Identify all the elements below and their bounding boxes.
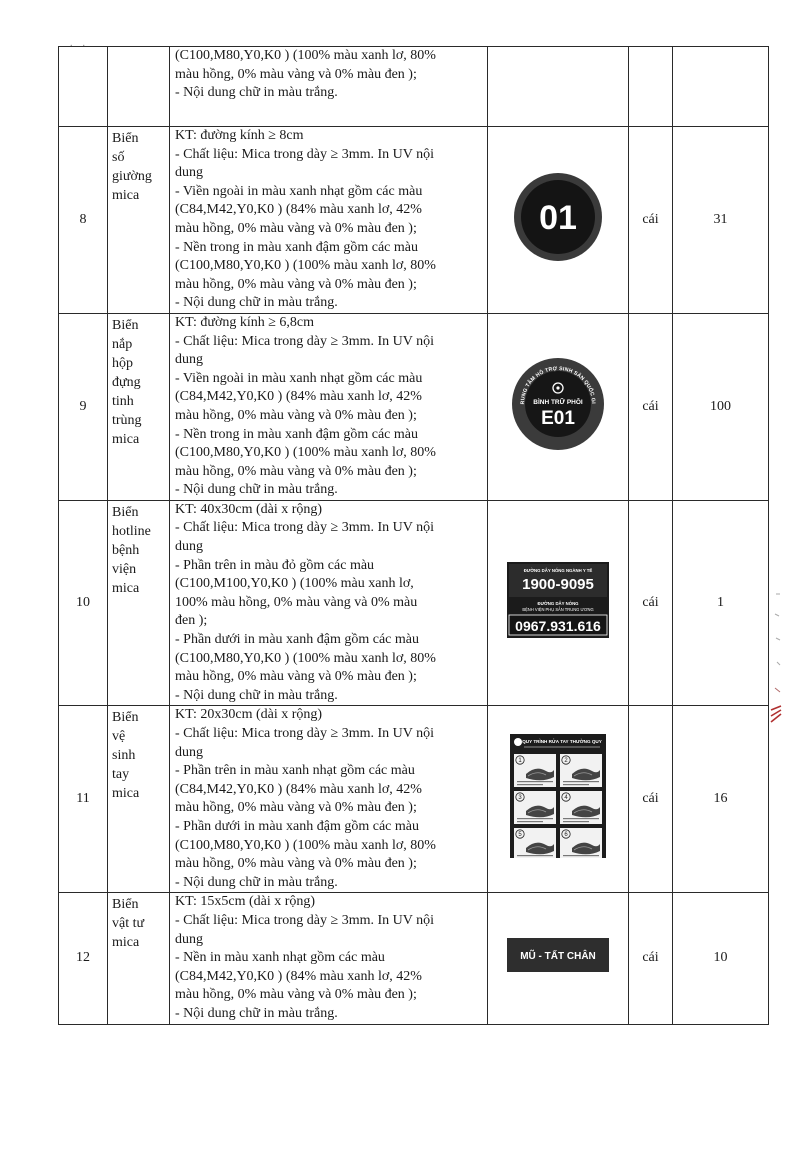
item-image-cell [488, 313, 629, 500]
unit-cell [629, 47, 673, 127]
embryo-box-lid-sign-image [488, 356, 628, 459]
description-line: màu hồng, 0% màu vàng và 0% màu đen ); [175, 276, 417, 292]
description-line: (C84,M42,Y0,K0 ) (84% màu xanh lơ, 42% [175, 781, 422, 797]
item-name-line: hotline [112, 523, 151, 539]
item-description-cell [170, 313, 488, 500]
description-line: KT: đường kính ≥ 6,8cm [175, 314, 315, 330]
quantity-cell: 100 [673, 313, 769, 500]
item-name-line: trùng [112, 412, 142, 428]
description-line: - Phần trên in màu xanh nhạt gồm các màu [175, 763, 415, 779]
row-number-cell: 11 [59, 706, 108, 893]
description-line: - Nền trong in màu xanh đậm gồm các màu [175, 426, 418, 442]
handwash-step-number: 3 [518, 795, 522, 802]
description-line: - Phần dưới in màu xanh đậm gồm các màu [175, 632, 419, 648]
description-line: màu hồng, 0% màu vàng và 0% màu đen ); [175, 856, 417, 872]
description-line: 100% màu hồng, 0% màu vàng và 0% màu [175, 594, 418, 610]
handwash-step-number: 1 [518, 758, 522, 765]
handwash-step-number: 6 [564, 832, 568, 839]
description-line: (C100,M80,Y0,K0 ) (100% màu xanh lơ, 80% [175, 258, 436, 274]
item-name-cell [108, 706, 170, 893]
description-line: dung [175, 539, 203, 555]
supplies-sign-image [488, 938, 628, 979]
item-image-cell [488, 47, 629, 127]
hotline-bottom-number: 0967.931.616 [515, 617, 601, 634]
item-name-cell [108, 893, 170, 1024]
description-line: - Chất liệu: Mica trong dày ≥ 3mm. In UV nội [175, 146, 434, 162]
row-number-cell: 8 [59, 127, 108, 314]
item-name-line: vệ [112, 729, 126, 745]
item-name-line: Biển [112, 317, 139, 333]
description-line: dung [175, 352, 203, 368]
row-number-cell: 12 [59, 893, 108, 1024]
quantity-cell: 31 [673, 127, 769, 314]
item-name-line: hộp [112, 355, 133, 371]
item-name-line: nắp [112, 336, 133, 352]
table-row [59, 893, 769, 1024]
handwash-step-1 [514, 754, 556, 787]
description-line: - Chất liệu: Mica trong dày ≥ 3mm. In UV nội [175, 726, 434, 741]
item-name-line: viện [112, 561, 137, 577]
description-line: - Phần dưới in màu xanh đậm gồm các màu [175, 818, 419, 834]
description-line: - Chất liệu: Mica trong dày ≥ 3mm. In UV nội [175, 520, 434, 536]
handwash-sign-image [488, 734, 628, 865]
hotline-sign-image [488, 562, 628, 645]
item-name-line: tinh [112, 393, 134, 409]
item-description-cell [170, 500, 488, 706]
description-line: màu hồng, 0% màu vàng và 0% màu đen ); [175, 66, 417, 82]
description-line: (C100,M100,Y0,K0 ) (100% màu xanh lơ, [175, 576, 414, 592]
description-line: - Chất liệu: Mica trong dày ≥ 3mm. In UV nội [175, 912, 434, 928]
description-line: đen ); [175, 613, 208, 629]
item-name-line: vật tư [112, 916, 145, 932]
handwash-step-5 [514, 828, 556, 858]
item-name-line: Biển [112, 504, 139, 520]
description-line: - Nội dung chữ in màu trắng. [175, 482, 338, 498]
item-name-line: giường [112, 169, 152, 184]
table-row [59, 500, 769, 706]
description-line: KT: đường kính ≥ 8cm [175, 128, 304, 143]
quantity-cell: 1 [673, 500, 769, 706]
bed-number-sign-image [488, 171, 628, 270]
description-line: - Nội dung chữ in màu trắng. [175, 85, 338, 101]
description-line: - Viền ngoài in màu xanh nhạt gồm các màu [175, 370, 423, 386]
handwash-step-3 [514, 791, 556, 824]
unit-cell: cái [629, 127, 673, 314]
item-image-cell [488, 706, 629, 893]
item-name-line: mica [112, 580, 140, 596]
table-row [59, 313, 769, 500]
item-name-line: mica [112, 786, 140, 802]
description-line: (C100,M80,Y0,K0 ) (100% màu xanh lơ, 80% [175, 48, 436, 63]
item-name-cell [108, 127, 170, 314]
sign-ring-text: RUNG TÂM HỖ TRỢ SINH SẢN QUỐC GI [519, 365, 597, 405]
description-line: dung [175, 165, 203, 181]
row-number-cell [59, 47, 108, 127]
description-line: - Nội dung chữ in màu trắng. [175, 1005, 338, 1021]
description-line: màu hồng, 0% màu vàng và 0% màu đen ); [175, 407, 417, 423]
specification-table [58, 46, 769, 1025]
hotline-bottom-caption-1: ĐƯỜNG DÂY NÓNG [537, 600, 579, 606]
item-name-line: mica [112, 935, 140, 951]
item-name-cell [108, 313, 170, 500]
item-name-line: đựng [112, 374, 141, 390]
description-line: KT: 20x30cm (dài x rộng) [175, 707, 323, 723]
item-description-cell [170, 127, 488, 314]
scan-artifact: . . [70, 38, 85, 49]
quantity-cell [673, 47, 769, 127]
description-line: màu hồng, 0% màu vàng và 0% màu đen ); [175, 669, 417, 685]
handwash-header-text: QUY TRÌNH RỬA TAY THƯỜNG QUY [522, 739, 602, 745]
sign-label-text: BÌNH TRỮ PHÔI [533, 398, 583, 406]
description-line: (C84,M42,Y0,K0 ) (84% màu xanh lơ, 42% [175, 968, 422, 984]
margin-scan-marks [767, 592, 783, 742]
table-row [59, 127, 769, 314]
row-number-cell: 10 [59, 500, 108, 706]
item-name-line: Biển [112, 710, 139, 726]
description-line: - Nền in màu xanh nhạt gồm các màu [175, 950, 385, 966]
table-row [59, 706, 769, 893]
unit-cell: cái [629, 500, 673, 706]
item-name-line: tay [112, 767, 130, 783]
description-line: - Nội dung chữ in màu trắng. [175, 295, 338, 311]
table-row [59, 47, 769, 127]
item-name-line: Biển [112, 897, 139, 913]
description-line: - Chất liệu: Mica trong dày ≥ 3mm. In UV nội [175, 333, 434, 349]
description-line: KT: 15x5cm (dài x rộng) [175, 894, 316, 910]
item-name-cell [108, 500, 170, 706]
description-line: - Nền trong in màu xanh đậm gồm các màu [175, 239, 418, 255]
item-image-cell [488, 500, 629, 706]
unit-cell: cái [629, 893, 673, 1024]
handwash-step-4 [560, 791, 602, 824]
item-name-line: số [112, 150, 125, 165]
hotline-top-caption: ĐƯỜNG DÂY NÓNG NGÀNH Y TẾ [523, 567, 593, 573]
sign-number-text: 01 [539, 198, 577, 237]
table-body [59, 47, 769, 1025]
description-line: (C100,M80,Y0,K0 ) (100% màu xanh lơ, 80% [175, 445, 436, 461]
description-line: - Phần trên in màu đỏ gồm các màu [175, 557, 375, 573]
description-line: dung [175, 931, 203, 947]
item-image-cell [488, 893, 629, 1024]
item-name-line: mica [112, 431, 140, 447]
unit-cell: cái [629, 706, 673, 893]
item-image-cell [488, 127, 629, 314]
supplies-sign-text: MŨ - TẤT CHÂN [520, 951, 596, 963]
description-line: - Nội dung chữ in màu trắng. [175, 687, 338, 703]
unit-cell: cái [629, 313, 673, 500]
quantity-cell: 10 [673, 893, 769, 1024]
description-line: (C100,M80,Y0,K0 ) (100% màu xanh lơ, 80% [175, 837, 436, 853]
description-line: (C84,M42,Y0,K0 ) (84% màu xanh lơ, 42% [175, 202, 422, 218]
description-line: - Nội dung chữ in màu trắng. [175, 874, 338, 890]
hotline-bottom-caption-2: BỆNH VIỆN PHỤ SẢN TRUNG ƯƠNG [522, 606, 594, 612]
description-line: (C84,M42,Y0,K0 ) (84% màu xanh lơ, 42% [175, 389, 422, 405]
handwash-step-number: 2 [564, 758, 568, 765]
description-line: màu hồng, 0% màu vàng và 0% màu đen ); [175, 463, 417, 479]
item-name-line: Biển [112, 131, 139, 146]
description-line: màu hồng, 0% màu vàng và 0% màu đen ); [175, 220, 417, 236]
item-description-cell [170, 706, 488, 893]
handwash-step-6 [560, 828, 602, 858]
item-name-cell [108, 47, 170, 127]
description-line: - Viền ngoài in màu xanh nhạt gồm các màu [175, 183, 423, 199]
sign-code-text: E01 [541, 407, 575, 429]
description-line: (C100,M80,Y0,K0 ) (100% màu xanh lơ, 80% [175, 650, 436, 666]
row-number-cell: 9 [59, 313, 108, 500]
quantity-cell: 16 [673, 706, 769, 893]
item-description-cell [170, 893, 488, 1024]
item-description-cell [170, 47, 488, 127]
item-name-line: bệnh [112, 542, 140, 558]
handwash-step-number: 4 [564, 795, 568, 802]
description-line: màu hồng, 0% màu vàng và 0% màu đen ); [175, 800, 417, 816]
item-name-line: sinh [112, 748, 136, 764]
handwash-step-2 [560, 754, 602, 787]
hotline-top-number: 1900-9095 [522, 575, 594, 593]
description-line: dung [175, 744, 203, 760]
handwash-step-number: 5 [518, 832, 522, 839]
description-line: màu hồng, 0% màu vàng và 0% màu đen ); [175, 987, 417, 1003]
item-name-line: mica [112, 188, 140, 203]
description-line: KT: 40x30cm (dài x rộng) [175, 501, 323, 517]
